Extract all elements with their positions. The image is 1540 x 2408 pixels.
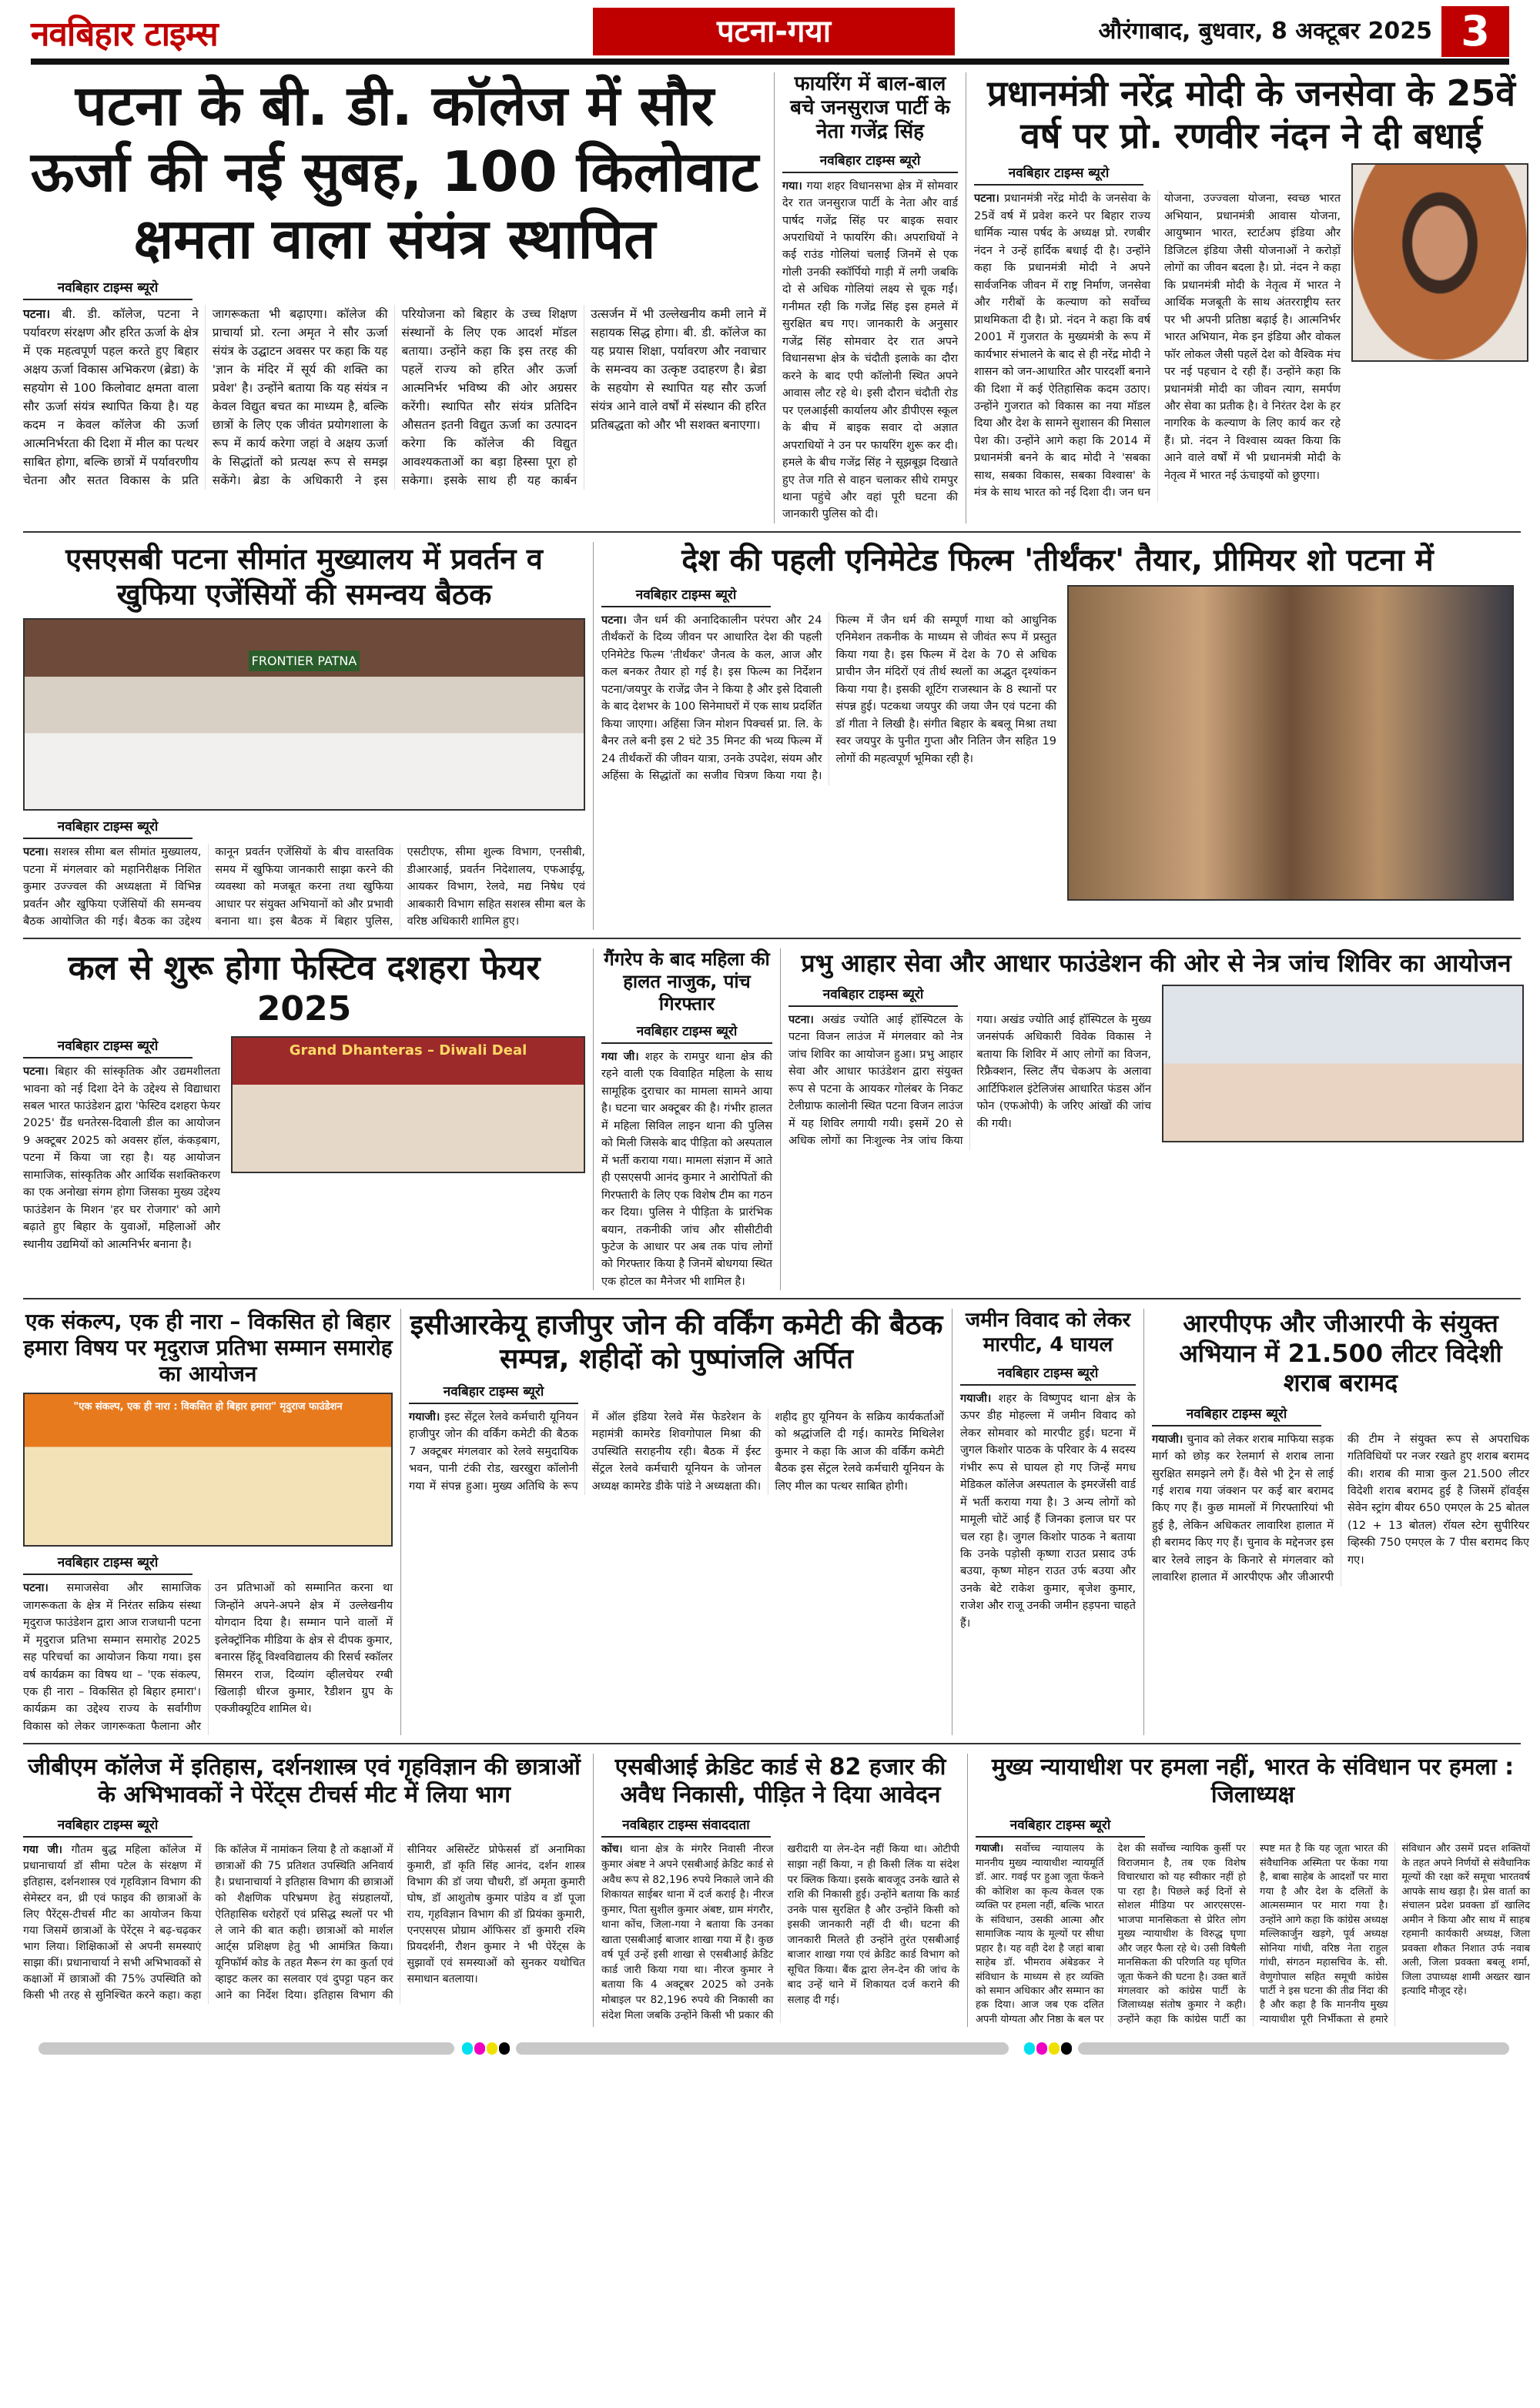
byline: नवबिहार टाइम्स संवाददाता (601, 1815, 771, 1838)
row-3 (23, 944, 1521, 1299)
article-ecrku-meeting (409, 1309, 944, 1495)
article-ssb-meeting (23, 542, 585, 931)
article-body (23, 1063, 220, 1253)
dateline: गयाजी। (409, 1410, 440, 1423)
row-1 (23, 68, 1521, 533)
dateline: गयाजी। (960, 1392, 992, 1405)
cyan-mark (462, 2042, 473, 2055)
portrait-photo (1351, 163, 1528, 362)
photo-banner-text: Grand Dhanteras – Diwali Deal (289, 1042, 527, 1059)
dateline: पटना। (974, 192, 999, 206)
newspaper-logo: नवबिहार टाइम्स (31, 15, 218, 54)
magenta-mark (474, 2042, 485, 2055)
body-text: सर्वोच्च न्यायालय के माननीय मुख्य न्यायाधीश न्यायमूर्ति डॉ. आर. गवई पर हुआ जूता फेंकने की कोशिश का कृत्य केवल एक व्यक्ति पर हमला नहीं, बल्कि भारत के संविधान, उसकी आत्मा और सामाजिक न्याय के मूल्यों पर सीधा प्रहार है। यह वही देश है जहां बाबा साहेब डॉ. भीमराव अंबेडकर ने संविधान के माध्यम से हर व्यक्ति को समान अधिकार और सम्मान का हक दिया। आज जब एक दलित अपनी योग्यता और निष्ठा के बल पर देश की सर्वोच्च न्यायिक कुर्सी पर विराजमान है, तब एक विशेष विचारधारा को यह स्वीकार नहीं हो पा रहा है। पिछले कई दिनों से सोशल मीडिया पर आरएसएस-भाजपा मानसिकता से प्रेरित लोग मुख्य न्यायाधीश के विरुद्ध घृणा और जहर फैला रहे थे। उसी विषैली मानसिकता की परिणति यह घृणित जूता फेंकने की घटना है। उक्त बातें मंगलवार को कांग्रेस पार्टी के जिलाध्यक्ष संतोष कुमार ने कही। उन्होंने कहा कि कांग्रेस पार्टी का स्पष्ट मत है कि यह जूता भारत की संवैधानिक अस्मिता पर फेंका गया है, बाबा साहेब के आदर्शों पर मारा गया है और देश के दलितों के आत्मसम्मान पर मारा गया है। उन्होंने आगे कहा कि कांग्रेस अध्यक्ष मल्लिकार्जुन खड़गे, पूर्व अध्यक्ष सोनिया गांधी, वरिष्ठ नेता राहुल गांधी, संगठन महासचिव के. सी. वेणुगोपाल सहित समूची कांग्रेस पार्टी ने इस घटना की तीव्र निंदा की है और कहा है कि माननीय मुख्य न्यायाधीश पूरी निर्भीकता से हमारे संविधान और उसमें प्रदत्त शक्तियों के तहत अपने निर्णयों से संवैधानिक मूल्यों की रक्षा करें समूचा भारतवर्ष आपके साथ खड़ा है। प्रेस वार्ता का संचालन प्रदेश प्रवक्ता डॉ खालिद अमीन ने किया और साथ में साहब रहमानी कार्यकारी अध्यक्ष, जिला प्रवक्ता शौकत निशात उर्फ नवाब अली, जिला प्रवक्ता बबलू शर्मा, जिला उपाध्यक्ष शामी अख्तर खान इत्यादि मौजूद रहे। (976, 1843, 1530, 2025)
byline: नवबिहार टाइम्स ब्यूरो (23, 817, 192, 839)
headline: इसीआरकेयू हाजीपुर जोन की वर्किंग कमेटी की बैठक सम्पन्न, शहीदों को पुष्पांजलि अर्पित (410, 1309, 943, 1375)
headline: गैंगरेप के बाद महिला की हालत नाजुक, पांच गिरफ्तार (604, 948, 770, 1015)
headline: देश की पहली एनिमेटेड फिल्म 'तीर्थंकर' तैयार, प्रीमियर शो पटना में (681, 542, 1434, 578)
masthead-rule (31, 59, 1509, 65)
body-text: चुनाव को लेकर शराब माफिया सड़क मार्ग को छोड़ कर रेलमार्ग से शराब लाना सुरक्षित समझने लगे हैं। वैसे भी ट्रेन से लाई गई शराब गया जंक्शन पर कई बार बरामद किए गए हैं। कुछ मामलों में गिरफ्तारियां भी हुई है, लेकिन अधिकतर लावारिश हालात में ही बरामद किए गए हैं। चुनाव के मद्देनजर इस बार रेलवे लाइन के किनारे से मंगलवार को लावारिश हालात में आरपीएफ और जीआरपी की टीम ने संयुक्त रूप से अपराधिक गतिविधियों पर नजर रखते हुए शराब बरामद की। शराब की मात्रा कुल 21.500 लीटर विदेशी शराब बरामद हुई है जिसमें हॉवर्ड्स सेवेन स्ट्रांग बीयर 650 एमएल के 25 बोतल (12 + 13 बोतल) रॉयल स्टेग सुपीरियर व्हिस्की 750 एमएल के 7 पीस बरामद किए गए। (1152, 1433, 1529, 1584)
article-body (1152, 1431, 1529, 1587)
body-text: गया शहर विधानसभा क्षेत्र में सोमवार देर रात जनसुराज पार्टी के नेता और वार्ड पार्षद गजेंद्र सिंह पर बाइक सवार अपराधियों ने फायरिंग की। अपराधियों ने कई राउंड गोलियां चलाईं जिनमें से एक गोली उनकी स्कॉर्पियो गाड़ी में लगी जबकि दो से अधिक गोलियां लक्ष्य से चूक गईं। गनीमत रही कि गजेंद्र सिंह इस हमले में सुरक्षित बच गए। जानकारी के अनुसार गजेंद्र सिंह सोमवार देर रात अपने विधानसभा क्षेत्र के चंदौती इलाके का दौरा करने के बाद एपी कॉलोनी स्थित अपने आवास लौट रहे थे। इसी दौरान चंदौती रोड पर एलआईसी कार्यालय और डीपीएस स्कूल के बीच में बाइक सवार दो अज्ञात अपराधियों ने उन पर फायरिंग शुरू कर दी। हमले के बीच गजेंद्र सिंह ने सूझबूझ दिखाते हुए तेज गति से वाहन चलाकर सीधे रामपुर थाना पहुंचे और वहां पूरी घटना की जानकारी पुलिस को दी। (782, 179, 958, 521)
article-firing (782, 72, 958, 523)
body-text: इस्ट सेंट्रल रेलवे कर्मचारी यूनियन हाजीपुर जोन की वर्किंग कमेटी की बैठक 7 अक्टूबर मंगलवार को रेलवे समुदायिक भवन, पानी टंकी रोड, खरखुरा कॉलोनी गया में संपन्न हुआ। मुख्य अतिथि के रूप में ऑल इंडिया रेलवे मेंस फेडरेशन के महामंत्री कामरेड शिवगोपाल मिश्रा की उपस्थिति सराहनीय रही। बैठक में ईस्ट सेंट्रल रेलवे कर्मचारी यूनियन के जोनल अध्यक्ष कामरेड डीके पांडे ने अध्यक्षता की। शहीद हुए यूनियन के सक्रिय कार्यकर्ताओं को श्रद्धांजलि दी गई। कामरेड मिथिलेश कुमार ने कहा कि आज की वर्किंग कमेटी बैठक इस सेंट्रल रेलवे कर्मचारी यूनियन के लिए मील का पत्थर साबित होगी। (409, 1410, 944, 1493)
article-solar-plant (23, 72, 766, 490)
body-text: शहर के विष्णुपद थाना क्षेत्र के ऊपर डीह मोहल्ला में जमीन विवाद को लेकर सोमवार को मारपीट हुई। घटना में जुगल किशोर पाठक के परिवार के 4 सदस्य गंभीर रूप से घायल हो गए जिन्हें मगध मेडिकल कॉलेज अस्पताल के इमरजेंसी वार्ड में भर्ती कराया गया है। 3 अन्य लोगों को मामूली चोटें आई हैं जिनका इलाज घर पर चल रहा है। जुगल किशोर पाठक ने बताया कि उनके पड़ोसी कृष्णा राउत प्रसाद उर्फ बउया, कृष्ण मोहन राउत उर्फ बउया और उनके बेटे राकेश कुमार, बृजेश कुमार, राजेश और राजू उनकी जमीन हड़पना चाहते हैं। (960, 1392, 1136, 1630)
headline: जीबीएम कॉलेज में इतिहास, दर्शनशास्त्र एवं गृहविज्ञान की छात्राओं के अभिभावकों ने पेरेंट्स टीचर्स मीट में लिया भाग (28, 1754, 581, 1809)
byline: नवबिहार टाइम्स ब्यूरो (1152, 1404, 1321, 1426)
body-text: बिहार की सांस्कृतिक और उद्यमशीलता भावना को नई दिशा देने के उद्देश्य से विद्याधारा सबल भारत फाउंडेशन द्वारा 'फेस्टिव दशहरा फेयर 2025' ग्रैंड धनतेरस-दिवाली डील का आयोजन 9 अक्टूबर 2025 को अवसर हॉल, कंकड़बाग, पटना में किया जा रहा है। यह आयोजन सामाजिक, सांस्कृतिक और आर्थिक सशक्तिकरण का एक अनोखा संगम होगा जिसका मुख्य उद्देश्य फाउंडेशन के मिशन 'हर घर रोजगार' को आगे बढ़ाते हुए बिहार के युवाओं, महिलाओं और स्थानीय उद्यमियों को आत्मनिर्भर बनाना है। (23, 1065, 220, 1251)
registration-strip (516, 2042, 1009, 2055)
article-eye-camp (788, 948, 1524, 1149)
headline: प्रभु आहार सेवा और आधार फाउंडेशन की ओर से नेत्र जांच शिविर का आयोजन (801, 948, 1512, 978)
byline: नवबिहार टाइम्स ब्यूरो (974, 163, 1143, 186)
article-body (23, 1842, 585, 2004)
article-sbi-fraud (601, 1754, 959, 2023)
column-divider (400, 1309, 401, 1735)
column-divider (967, 1754, 968, 2027)
cyan-mark (1024, 2042, 1035, 2055)
article-body (960, 1390, 1136, 1633)
byline: नवबिहार टाइम्स ब्यूरो (23, 1553, 192, 1575)
dateline: पटना। (23, 1582, 49, 1595)
dateline: पटना। (23, 1065, 49, 1079)
byline: नवबिहार टाइम्स ब्यूरो (601, 585, 771, 607)
article-body (23, 1580, 393, 1735)
article-rpf-liquor-seizure (1152, 1309, 1529, 1586)
column-divider (780, 948, 781, 1290)
dateline: गया जी। (601, 1050, 639, 1063)
article-tirthankar-film (601, 542, 1514, 907)
article-body (601, 1048, 772, 1291)
byline: नवबिहार टाइम्स ब्यूरो (23, 278, 192, 300)
body-text: समाजसेवा और सामाजिक जागरूकता के क्षेत्र में निरंतर सक्रिय संस्था मृदुराज फाउंडेशन द्वारा आज राजधानी पटना में मृदुराज प्रतिभा सम्मान समारोह 2025 सह परिचर्चा का आयोजन किया गया। इस वर्ष कार्यक्रम का विषय था – 'एक संकल्प, एक ही नारा – विकसित हो बिहार हमारा'। कार्यक्रम का उद्देश्य राज्य के सर्वांगीण विकास को लेकर जागरूकता फैलाना और उन प्रतिभाओं को सम्मानित करना था जिन्होंने अपने-अपने क्षेत्र में उल्लेखनीय योगदान दिया है। सम्मान पाने वालों में इलेक्ट्रॉनिक मीडिया के क्षेत्र से दीपक कुमार, बनारस हिंदू विश्वविद्यालय की रिसर्च स्कॉलर सिमरन राज, दिव्यांग व्हीलचेयर रग्बी खिलाड़ी धीरज कुमार, रैडीशन ग्रुप के एक्जीक्यूटिव शामिल थे। (23, 1582, 393, 1733)
dateline: पटना। (788, 1013, 814, 1026)
yellow-mark (487, 2042, 497, 2055)
headline: प्रधानमंत्री नरेंद्र मोदी के जनसेवा के 25वें वर्ष पर प्रो. रणवीर नंदन ने दी बधाई (987, 72, 1515, 157)
body-text: थाना क्षेत्र के मंगरैर निवासी नीरज कुमार अंबष्ट ने अपने एसबीआई क्रेडिट कार्ड से अवैध रूप से 82,196 रुपये निकाले जाने की शिकायत साईबर थाना में दर्ज कराई है। नीरज कुमार, पिता सुशील कुमार अंबष्ट, ग्राम मंगरौर, थाना कोंच, जिला-गया ने बताया कि उनका खाता एसबीआई बाजार शाखा गया में है। कुछ वर्ष पूर्व उन्हें इसी शाखा से एसबीआई क्रेडिट कार्ड जारी किया गया था। नीरज कुमार ने बताया कि 4 अक्टूबर 2025 को उनके मोबाइल पर 82,196 रुपये की निकासी का संदेश मिला जबकि उन्होंने किसी भी प्रकार की खरीदारी या लेन-देन नहीं किया था। ओटीपी साझा नहीं किया, न ही किसी लिंक या संदेश पर क्लिक किया। इसके बावजूद उनके खाते से राशि की निकासी हुई। उन्होंने बताया कि कार्ड उनके पास सुरक्षित है और उन्होंने किसी को इसकी जानकारी नहीं दी थी। घटना की जानकारी मिलते ही उन्होंने तुरंत एसबीआई बाजार शाखा गया एवं क्रेडिट कार्ड विभाग को सूचित किया। बैंक द्वारा लेन-देन की जांच के बाद उन्हें थाने में शिकायत दर्ज कराने की सलाह दी गई। (601, 1843, 959, 2022)
byline: नवबिहार टाइम्स ब्यूरो (601, 1022, 772, 1044)
photo-banner-text: "एक संकल्प, एक ही नारा : विकसित हो बिहार हमारा" मृदुराज फाउंडेशन (73, 1401, 343, 1413)
article-body (788, 1012, 1151, 1150)
column-divider (774, 72, 775, 523)
headline: एसबीआई क्रेडिट कार्ड से 82 हजार की अवैध निकासी, पीड़ित ने दिया आवेदन (614, 1754, 946, 1809)
dateline: पटना। (23, 307, 51, 322)
column-divider (593, 948, 594, 1290)
column-divider (1143, 1309, 1144, 1735)
byline: नवबिहार टाइम्स ब्यूरो (409, 1382, 578, 1404)
article-gangrape (601, 948, 772, 1290)
dateline: गया। (782, 179, 802, 192)
section-label: पटना-गया (593, 8, 955, 55)
camp-photo (1162, 985, 1524, 1142)
masthead (23, 6, 1521, 68)
headline: जमीन विवाद को लेकर मारपीट, 4 घायल (965, 1309, 1131, 1356)
body-text: गौतम बुद्ध महिला कॉलेज में प्रधानाचार्या डॉ सीमा पटेल के संरक्षण में इतिहास, दर्शनशास्त्र एवं गृहविज्ञान विभाग की सेमेस्टर वन, थ्री एवं फाइव की छात्राओं के लिए पैरेंट्स-टीचर्स मीट का आयोजन किया गया जिसमें छात्राओं के पेरेंट्स ने बढ़-चढ़कर भाग लिया। शिक्षिकाओं से अपनी समस्याएं साझा कीं। प्रधानाचार्या ने सभी अभिभावकों से कक्षाओं में छात्राओं की 75% उपस्थिति को किसी भी तरह से सुनिश्चित करने कहा। कहा कि कॉलेज में नामांकन लिया है तो कक्षाओं में छात्राओं की 75 प्रतिशत उपस्थिति अनिवार्य है। प्रधानाचार्या ने इतिहास विभाग की छात्राओं को शैक्षणिक परिभ्रमण हेतु संग्रहालयों, ऐतिहासिक धरोहरों एवं प्रसिद्ध स्थलों पर भी ले जाने की बात कही। छात्राओं को मार्शल आर्ट्स प्रशिक्षण हेतु भी आमंत्रित किया। यूनिफॉर्म कोड के तहत मैरून रंग का कुर्ता एवं व्हाइट कलर का सलवार एवं दुपट्टा पहन कर आने का निर्देश दिया। इतिहास विभाग की सीनियर असिस्टेंट प्रोफेसर्स डॉ अनामिका कुमारी, डॉ कृति सिंह आनंद, दर्शन शास्त्र विभाग की डॉ जया चौधरी, डॉ अमृता कुमारी घोष, डॉ आशुतोष कुमार पांडेय व डॉ पूजा राय, गृहविज्ञान विभाग की डॉ प्रियंका कुमारी, एनएसएस प्रोग्राम ऑफिसर डॉ कुमारी रश्मि प्रियदर्शनी, रौशन कुमार ने भी पेरेंट्स के सुझावों एवं समस्याओं को सुनकर यथोचित समाधान बतलाया। (23, 1844, 585, 2002)
headline: मुख्य न्यायाधीश पर हमला नहीं, भारत के संविधान पर हमला : जिलाध्यक्ष (991, 1754, 1515, 1809)
byline: नवबिहार टाइम्स ब्यूरो (788, 985, 958, 1007)
body-text: अखंड ज्योति आई हॉस्पिटल के पटना विजन लाउंज में मंगलवार को नेत्र जांच शिविर का आयोजन हुआ। प्रभु आहार सेवा और आधार फाउंडेशन द्वारा संयुक्त रूप से पटना के आयकर गोलंबर के निकट टेलीग्राफ कालोनी स्थित पटना विजन लाउंज में यह शिविर लगायी गयी। इसमें 20 से अधिक लोगों का निःशुल्क नेत्र जांच किया गया। अखंड ज्योति आई हॉस्पिटल के मुख्य जनसंपर्क अधिकारी विवेक विकास ने बताया कि शिविर में आए लोगों का विजन, रिफ्रैक्शन, स्लिट लैंप चेकअप के अलावा आर्टिफिशल इंटेलिजंस आधारित फंडस ऑन फोन (एफओपी) के जरिए आंखों की जांच की गयी। (788, 1013, 1151, 1148)
dateline: गया जी। (23, 1844, 62, 1857)
article-dussehra-fair (23, 948, 585, 1253)
edition-date: औरंगाबाद, बुधवार, 8 अक्टूबर 2025 (1098, 18, 1432, 45)
body-text: प्रधानमंत्री नरेंद्र मोदी के जनसेवा के 25वें वर्ष में प्रवेश करने पर बिहार राज्य धार्मिक न्यास पर्षद के अध्यक्ष प्रो. रणबीर नंदन ने उन्हें हार्दिक बधाई दी है। उन्होंने कहा कि प्रधानमंत्री मोदी ने अपने सार्वजनिक जीवन में राष्ट्र निर्माण, जनसेवा और गरीबों के कल्याण को सर्वोच्च प्राथमिकता दी है। प्रो. नंदन ने कहा कि वर्ष 2001 में गुजरात के मुख्यमंत्री के रूप में कार्यभार संभालने के बाद से ही नरेंद्र मोदी ने शासन को जन-आधारित और पारदर्शी बनाने की दिशा में कई ऐतिहासिक कदम उठाए। उन्होंने गुजरात को विकास का नया मॉडल दिया और देश के सामने सुशासन की मिसाल पेश की। उन्होंने आगे कहा कि 2014 में प्रधानमंत्री बनने के बाद मोदी ने 'सबका साथ, सबका विकास, सबका विश्वास' के मंत्र के साथ भारत को नई दिशा दी। जन धन योजना, उज्ज्वला योजना, स्वच्छ भारत अभियान, प्रधानमंत्री आवास योजना, आयुष्मान भारत, स्टार्टअप इंडिया और डिजिटल इंडिया जैसी योजनाओं ने करोड़ों लोगों का जीवन बदला है। प्रो. नंदन ने कहा कि प्रधानमंत्री मोदी के नेतृत्व में भारत ने आर्थिक मजबूती के साथ अंतरराष्ट्रीय स्तर पर भी अपनी प्रतिष्ठा बढ़ाई है। आत्मनिर्भर भारत अभियान, मेक इन इंडिया और वोकल फॉर लोकल जैसी पहलें देश को वैश्विक मंच पर नई पहचान दे रही हैं। उन्होंने कहा कि प्रधानमंत्री मोदी का जीवन त्याग, समर्पण और सेवा का प्रतीक है। वे निरंतर देश के हर नागरिक के कल्याण के लिए कार्य कर रहे हैं। प्रो. नंदन ने विश्वास व्यक्त किया कि आने वाले वर्षों में भी प्रधानमंत्री मोदी के नेतृत्व में भारत नई ऊंचाइयों को छुएगा। (974, 192, 1341, 500)
headline: कल से शुरू होगा फेस्टिव दशहरा फेयर 2025 (68, 948, 541, 1029)
magenta-mark (1036, 2042, 1047, 2055)
headline: एक संकल्प, एक ही नारा – विकसित हो बिहार हमारा विषय पर मृदुराज प्रतिभा सम्मान समारोह का आयोजन (23, 1309, 393, 1386)
row-2 (23, 537, 1521, 940)
dateline: पटना। (23, 846, 49, 859)
article-mriduraj-samman (23, 1309, 393, 1735)
column-divider (593, 1754, 594, 2027)
dateline: पटना। (601, 614, 627, 627)
registration-strip (38, 2042, 454, 2055)
byline: नवबिहार टाइम्स ब्यूरो (23, 1815, 192, 1838)
dateline: कोंच। (601, 1843, 623, 1856)
body-text: बी. डी. कॉलेज, पटना ने पर्यावरण संरक्षण और हरित ऊर्जा के क्षेत्र में एक महत्वपूर्ण पहल करते हुए बिहार अक्षय ऊर्जा विकास अभिकरण (ब्रेडा) के सहयोग से 100 किलोवाट क्षमता वाला सौर ऊर्जा संयंत्र स्थापित किया है। यह कदम न केवल कॉलेज की ऊर्जा आत्मनिर्भरता की दिशा में मील का पत्थर साबित होगा, बल्कि छात्रों में पर्यावरणीय चेतना और सतत विकास के प्रति जागरूकता भी बढ़ाएगा। कॉलेज की प्राचार्या प्रो. रत्ना अमृत ने सौर ऊर्जा संयंत्र के उद्घाटन अवसर पर कहा कि यह 'ज्ञान के मंदिर में सूर्य की शक्ति का प्रवेश' है। उन्होंने बताया कि यह संयंत्र न केवल विद्युत बचत का माध्यम है, बल्कि छात्रों के लिए एक जीवंत प्रयोगशाला के रूप में कार्य करेगा जहां वे अक्षय ऊर्जा के सिद्धांतों को प्रत्यक्ष रूप से समझ सकेंगे। ब्रेडा के अधिकारी ने इस परियोजना को बिहार के उच्च शिक्षण संस्थानों के लिए एक आदर्श मॉडल बताया। उन्होंने कहा कि इस तरह की पहलें राज्य को हरित और ऊर्जा आत्मनिर्भर भविष्य की ओर अग्रसर करेंगी। स्थापित सौर संयंत्र प्रतिदिन औसतन इतनी विद्युत ऊर्जा का उत्पादन करेगा कि कॉलेज की विद्युत आवश्यकताओं का बड़ा हिस्सा पूरा हो सकेगा। इसके साथ ही यह कार्बन उत्सर्जन में भी उल्लेखनीय कमी लाने में सहायक सिद्ध होगा। बी. डी. कॉलेज का यह प्रयास शिक्षा, पर्यावरण और नवाचार के समन्वय का उत्कृष्ट उदाहरण है। ब्रेडा के सहयोग से स्थापित यह सौर ऊर्जा संयंत्र आने वाले वर्षों में संस्थान की हरित प्रतिबद्धता को और भी सशक्त बनाएगा। (23, 307, 766, 488)
headline: आरपीएफ और जीआरपी के संयुक्त अभियान में 21.500 लीटर विदेशी शराब बरामद (1179, 1309, 1502, 1398)
byline: नवबिहार टाइम्स ब्यूरो (782, 151, 958, 173)
yellow-mark (1049, 2042, 1060, 2055)
article-body (601, 1842, 959, 2023)
page-number: 3 (1441, 6, 1509, 57)
article-body (409, 1409, 944, 1495)
event-photo (231, 1036, 585, 1173)
article-body (23, 305, 766, 490)
article-cji-attack (976, 1754, 1530, 2027)
meeting-photo (23, 618, 585, 811)
black-mark (499, 2042, 510, 2055)
article-body (974, 190, 1341, 501)
film-stills-photo (1067, 585, 1514, 901)
column-divider (593, 542, 594, 931)
photo-banner-text: FRONTIER PATNA (249, 650, 360, 671)
body-text: सशस्त्र सीमा बल सीमांत मुख्यालय, पटना में मंगलवार को महानिरीक्षक निशित कुमार उज्ज्वल की अध्यक्षता में विभिन्न प्रवर्तन और खुफिया एजेंसियों की समन्वय बैठक आयोजित की गई। बैठक का उद्देश्य कानून प्रवर्तन एजेंसियों के बीच वास्तविक समय में खुफिया जानकारी साझा करने की व्यवस्था को मजबूत करना तथा खुफिया आधार पर संयुक्त अभियानों को और प्रभावी बनाना था। इस बैठक में बिहार पुलिस, एसटीएफ, सीमा शुल्क विभाग, एनसीबी, डीआरआई, प्रवर्तन निदेशालय, एफआईयू, आयकर विभाग, रेलवे, मद्य निषेध एवं आबकारी विभाग सहित सशस्त्र सीमा बल के वरिष्ठ अधिकारी शामिल हुए। (23, 846, 585, 928)
headline: फायरिंग में बाल-बाल बचे जनसुराज पार्टी के नेता गजेंद्र सिंह (790, 72, 950, 144)
row-5 (23, 1749, 1530, 2035)
ceremony-photo (23, 1393, 393, 1547)
byline: नवबिहार टाइम्स ब्यूरो (976, 1815, 1145, 1838)
print-registration-bar (31, 2042, 1509, 2055)
article-body (23, 844, 585, 930)
article-body (976, 1842, 1530, 2027)
article-body (782, 178, 958, 523)
byline: नवबिहार टाइम्स ब्यूरो (23, 1036, 192, 1059)
body-text: शहर के रामपुर थाना क्षेत्र की रहने वाली एक विवाहित महिला के साथ सामूहिक दुराचार का मामला सामने आया है। घटना चार अक्टूबर की है। गंभीर हालत में महिला सिविल लाइन थाना की पुलिस को मिली जिसके बाद पीड़िता को अस्पताल में भर्ती कराया गया। मामला संज्ञान में आते ही एसएसपी आनंद कुमार ने आरोपितों की गिरफ्तारी के लिए एक विशेष टीम का गठन कर दिया। पुलिस ने पीड़िता के प्रारंभिक बयान, तकनीकी जांच और सीसीटीवी फुटेज के आधार पर अब तक पांच लोगों को गिरफ्तार किया है जिनमें बोधगया स्थित एक होटल का मैनेजर भी शामिल है। (601, 1050, 773, 1288)
black-mark (1061, 2042, 1072, 2055)
dateline: गयाजी। (1152, 1433, 1183, 1446)
headline: एसएसबी पटना सीमांत मुख्यालय में प्रवर्तन व खुफिया एजेंसियों की समन्वय बैठक (65, 541, 543, 611)
byline: नवबिहार टाइम्स ब्यूरो (960, 1363, 1136, 1386)
article-land-dispute (960, 1309, 1136, 1632)
dateline: गयाजी। (976, 1843, 1004, 1855)
article-body (601, 612, 1056, 785)
article-gbm-college-ptm (23, 1754, 585, 2004)
row-4 (23, 1304, 1529, 1744)
article-modi-greetings (974, 72, 1528, 502)
registration-strip (1078, 2042, 1509, 2055)
headline: पटना के बी. डी. कॉलेज में सौर ऊर्जा की नई सुबह, 100 किलोवाट क्षमता वाला संयंत्र स्थापित (30, 73, 759, 271)
body-text: जैन धर्म की अनादिकालीन परंपरा और 24 तीर्थंकरों के दिव्य जीवन पर आधारित देश की पहली एनिमेटेड फिल्म 'तीर्थंकर' जैनत्व के कल, आज और कल बनकर तैयार हो गई है। इस फिल्म का निर्देशन पटना/जयपुर के राजेंद्र जैन ने किया है और इसे दिवाली के बाद देशभर के 100 सिनेमाघरों में एक साथ प्रदर्शित किया जाएगा। अहिंसा जिन मोशन पिक्चर्स प्रा. लि. के बैनर तले बनी इस 2 घंटे 35 मिनट की भव्य फिल्म में 24 तीर्थंकरों की जीवन यात्रा, उनके उपदेश, संयम और अहिंसा के सिद्धांतों का सजीव चित्रण किया गया है। फिल्म में जैन धर्म की सम्पूर्ण गाथा को आधुनिक एनिमेशन तकनीक के माध्यम से जीवंत रूप में प्रस्तुत किया गया है। इस फिल्म में देश के 70 से अधिक प्राचीन जैन मंदिरों एवं तीर्थ स्थलों का अद्भुत दृश्यांकन किया गया है। इसकी शूटिंग राजस्थान के 8 स्थानों पर संपन्न हुई। पटकथा जयपुर की जया जैन एवं पटना की डॉ गीता ने लिखी है। संगीत बिहार के बबलू मिश्रा तथा स्वर जयपुर के पुनीत गुप्ता और नितिन जैन सहित 19 लोगों की महत्वपूर्ण भूमिका रही है। (601, 614, 1056, 783)
